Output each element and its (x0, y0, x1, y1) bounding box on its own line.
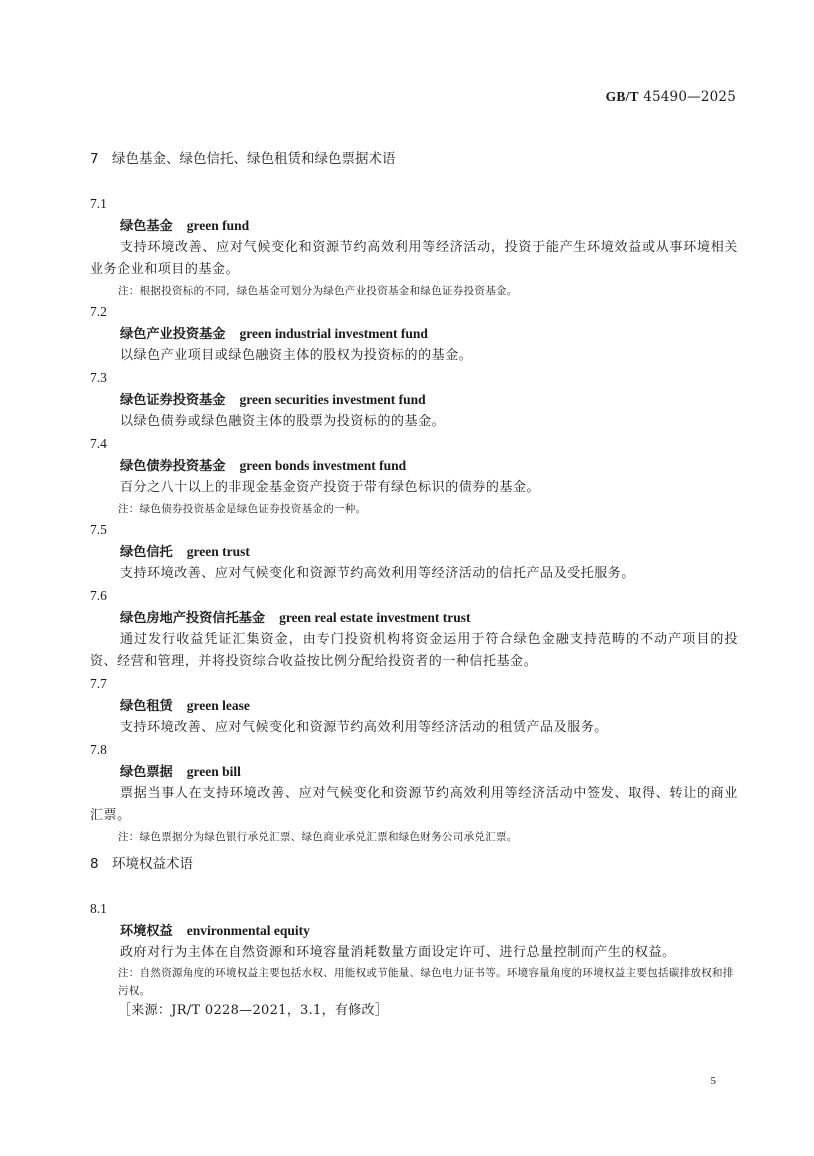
term-definition: 以绿色债券或绿色融资主体的股票为投资标的的基金。 (120, 414, 446, 429)
term-entry-7-4 (90, 433, 738, 519)
term-heading (90, 920, 738, 942)
term-zh: 绿色信托 (120, 545, 173, 560)
term-entry-7-5 (90, 519, 738, 585)
standard-number: 45490—2025 (643, 89, 736, 105)
term-definition: 支持环境改善、应对气候变化和资源节约高效利用等经济活动的信托产品及受托服务。 (120, 566, 635, 581)
term-entry-7-6 (90, 585, 738, 673)
standard-header (606, 89, 736, 105)
term-number: 7.7 (90, 676, 107, 691)
term-definition: 支持环境改善、应对气候变化和资源节约高效利用等经济活动，投资于能产生环境效益或从事环境相关业务企业和项目的基金。 (90, 240, 738, 277)
term-number: 8.1 (90, 901, 107, 916)
document-body (90, 148, 738, 1022)
term-number: 7.8 (90, 742, 107, 757)
term-en: green lease (186, 698, 250, 713)
term-zh: 绿色房地产投资信托基金 (120, 611, 266, 626)
section-number: 7 (90, 151, 99, 167)
term-heading (90, 389, 738, 411)
term-zh: 绿色租赁 (120, 699, 173, 714)
term-entry-7-7 (90, 673, 738, 739)
term-heading (90, 695, 738, 717)
standard-prefix: GB/T (605, 89, 639, 104)
page-number: 5 (710, 1075, 716, 1087)
term-number: 7.4 (90, 436, 107, 451)
section-8-title (90, 853, 738, 875)
term-en: green trust (186, 544, 250, 559)
term-zh: 绿色债券投资基金 (120, 459, 226, 474)
term-zh: 绿色证券投资基金 (120, 393, 226, 408)
term-en: green bonds investment fund (239, 458, 407, 473)
term-entry-7-8 (90, 739, 738, 847)
section-number: 8 (90, 856, 99, 872)
term-en: green securities investment fund (239, 392, 426, 407)
term-definition: 以绿色产业项目或绿色融资主体的股权为投资标的的基金。 (120, 348, 473, 363)
term-entry-7-3 (90, 367, 738, 433)
term-definition: 通过发行收益凭证汇集资金，由专门投资机构将资金运用于符合绿色金融支持范畴的不动产项目的投资、经营和管理，并将投资综合收益按比例分配给投资者的一种信托基金。 (90, 632, 738, 669)
term-entry-7-1 (90, 193, 738, 301)
term-en: green industrial investment fund (239, 326, 428, 341)
term-number: 7.1 (90, 196, 107, 211)
term-en: environmental equity (186, 923, 310, 938)
term-definition: 票据当事人在支持环境改善、应对气候变化和资源节约高效利用等经济活动中签发、取得、转让的商业汇票。 (90, 786, 738, 823)
term-zh: 环境权益 (120, 924, 173, 939)
term-heading (90, 455, 738, 477)
term-heading (90, 607, 738, 629)
term-zh: 绿色基金 (120, 219, 173, 234)
term-note: 注：自然资源角度的环境权益主要包括水权、用能权或节能量、绿色电力证书等。环境容量角度的环境权益主要包括碳排放权和排污权。 (118, 967, 734, 997)
term-en: green fund (186, 218, 250, 233)
term-note: 注：绿色票据分为绿色银行承兑汇票、绿色商业承兑汇票和绿色财务公司承兑汇票。 (118, 831, 518, 843)
term-number: 7.2 (90, 304, 107, 319)
term-en: green real estate investment trust (279, 610, 471, 625)
term-note: 注：绿色债券投资基金是绿色证券投资基金的一种。 (118, 503, 367, 515)
term-en: green bill (186, 764, 241, 779)
section-title-text: 环境权益术语 (112, 856, 193, 872)
term-heading (90, 215, 738, 237)
term-number: 7.6 (90, 588, 107, 603)
term-number: 7.5 (90, 522, 107, 537)
term-heading (90, 541, 738, 563)
section-7-title (90, 148, 738, 170)
term-heading (90, 761, 738, 783)
section-title-text: 绿色基金、绿色信托、绿色租赁和绿色票据术语 (112, 151, 396, 167)
term-definition: 百分之八十以上的非现金基金资产投资于带有绿色标识的债券的基金。 (120, 480, 541, 495)
term-note: 注：根据投资标的不同，绿色基金可划分为绿色产业投资基金和绿色证券投资基金。 (118, 285, 518, 297)
term-number: 7.3 (90, 370, 107, 385)
term-heading (90, 323, 738, 345)
term-source: ［来源：JR/T 0228—2021，3.1，有修改］ (118, 1003, 389, 1018)
term-definition: 支持环境改善、应对气候变化和资源节约高效利用等经济活动的租赁产品及服务。 (120, 720, 608, 735)
term-zh: 绿色产业投资基金 (120, 327, 226, 342)
term-definition: 政府对行为主体在自然资源和环境容量消耗数量方面设定许可、进行总量控制而产生的权益。 (120, 945, 676, 960)
term-zh: 绿色票据 (120, 765, 173, 780)
term-entry-7-2 (90, 301, 738, 367)
term-entry-8-1 (90, 898, 738, 1022)
